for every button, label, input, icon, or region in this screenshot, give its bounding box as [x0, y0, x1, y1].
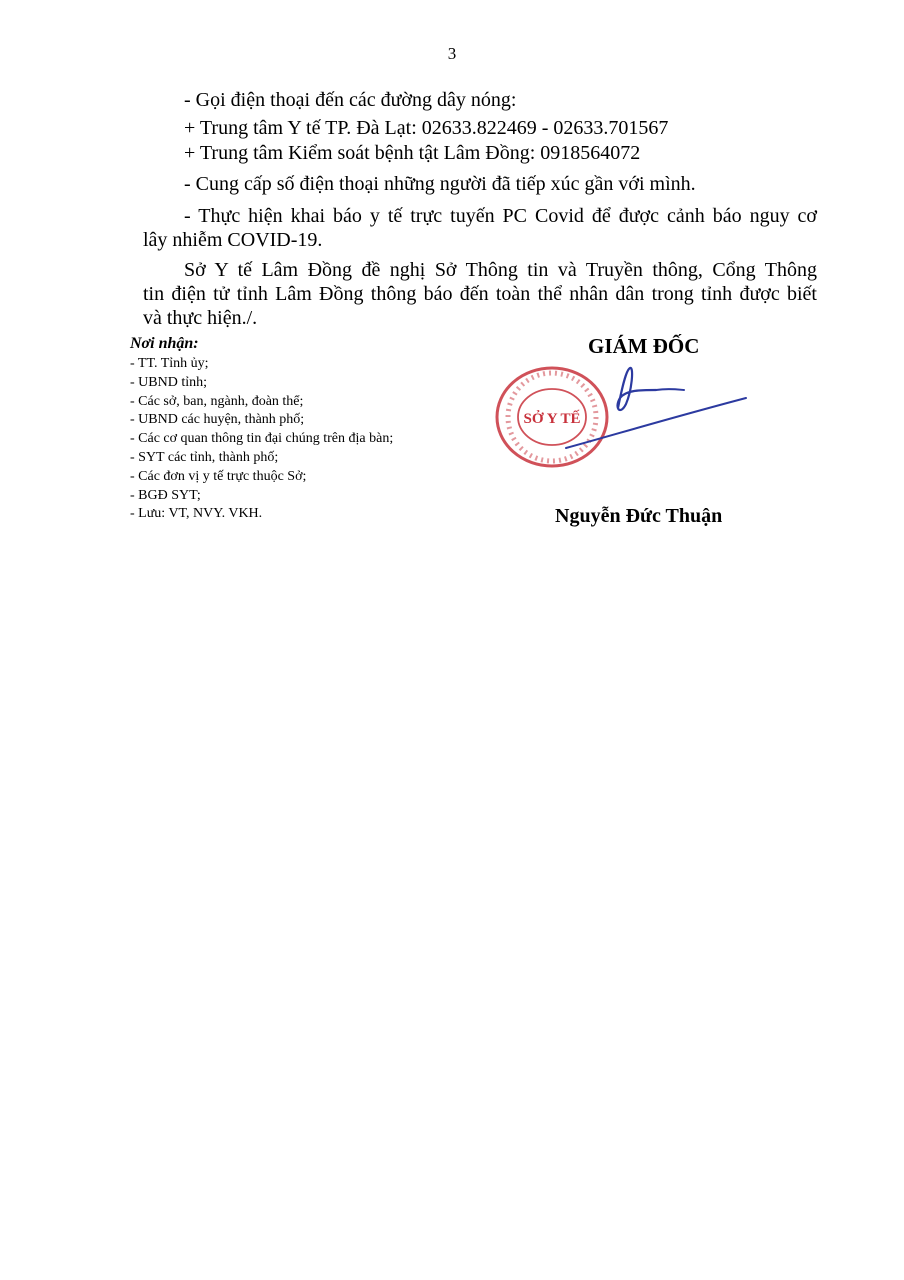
request-line-1: Sở Y tế Lâm Đồng đề nghị Sở Thông tin và Truyền thông, Cổng Thông: [184, 259, 817, 281]
signer-name: Nguyễn Đức Thuận: [555, 505, 723, 527]
contact-info-line: - Cung cấp số điện thoại những người đã tiếp xúc gần với mình.: [184, 173, 696, 195]
recipient-item: - BGĐ SYT;: [130, 487, 201, 503]
pc-covid-line-2: lây nhiễm COVID-19.: [143, 229, 323, 251]
director-title: GIÁM ĐỐC: [588, 334, 700, 358]
recipient-item: - UBND tỉnh;: [130, 374, 207, 390]
request-line-3: và thực hiện./.: [143, 307, 258, 329]
recipient-item: - Các cơ quan thông tin đại chúng trên địa bàn;: [130, 431, 394, 447]
recipients-list: [130, 355, 393, 524]
recipient-item: - SYT các tỉnh, thành phố;: [130, 449, 279, 465]
hotline-dalat: + Trung tâm Y tế TP. Đà Lạt: 02633.822469 - 02633.701567: [184, 117, 669, 139]
request-line-2: tin điện tử tỉnh Lâm Đồng thông báo đến toàn thể nhân dân trong tỉnh được biết: [143, 283, 817, 305]
recipient-item: - UBND các huyện, thành phố;: [130, 412, 305, 428]
recipient-item: - Các đơn vị y tế trực thuộc Sở;: [130, 468, 307, 484]
recipients-title: Nơi nhận:: [130, 335, 199, 352]
recipient-item: - TT. Tỉnh ủy;: [130, 356, 209, 371]
recipient-item: - Lưu: VT, NVY. VKH.: [130, 506, 263, 522]
pc-covid-line-1: - Thực hiện khai báo y tế trực tuyến PC Covid để được cảnh báo nguy cơ: [184, 205, 817, 227]
recipient-item: - Các sở, ban, ngành, đoàn thể;: [130, 393, 304, 409]
hotline-intro: - Gọi điện thoại đến các đường dây nóng:: [184, 89, 517, 111]
page-number: 3: [447, 44, 457, 63]
handwritten-signature-icon: [560, 360, 750, 470]
hotline-cdc: + Trung tâm Kiểm soát bệnh tật Lâm Đồng: 0918564072: [184, 142, 641, 164]
seal-center-text: SỞ Y TẾ: [523, 411, 581, 427]
